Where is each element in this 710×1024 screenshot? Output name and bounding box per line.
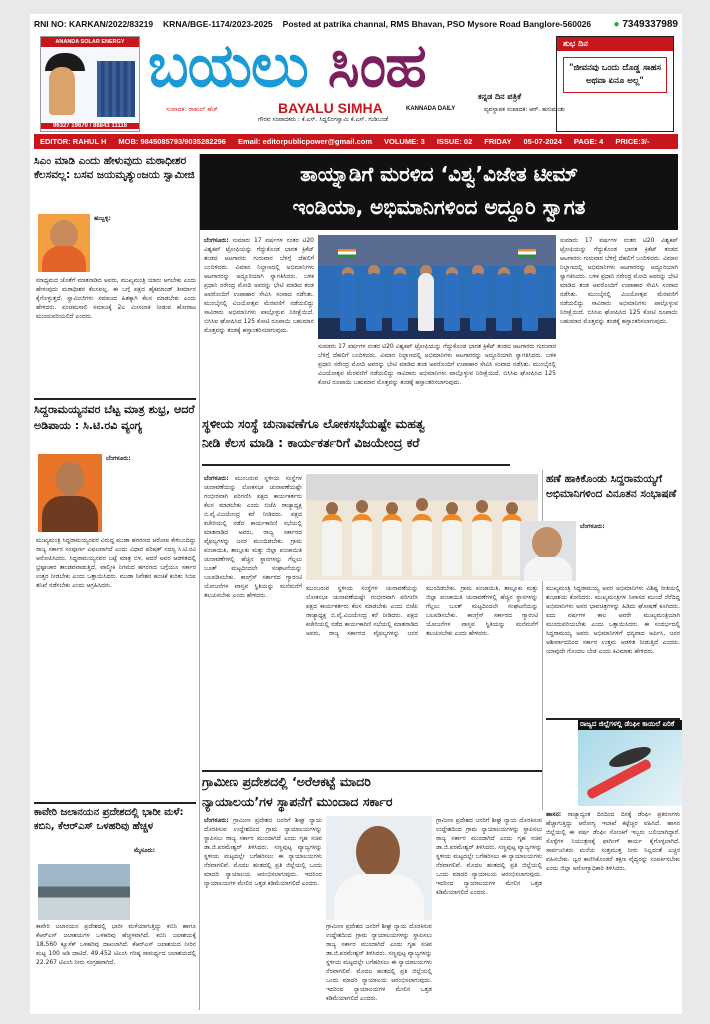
divider (34, 802, 196, 804)
bjp-meeting-photo (306, 474, 538, 580)
posted-at: Posted at patrika channal, RMS Bhavan, PSO Mysore Road Banglore-560026 (282, 19, 592, 29)
info-date: 05-07-2024 (523, 137, 562, 146)
person-graphic (49, 67, 75, 115)
column-divider (199, 154, 200, 1010)
solar-panel-graphic (97, 61, 135, 117)
article-bjp-title-wrap[interactable] (202, 414, 508, 472)
lead-headline[interactable] (200, 154, 678, 230)
info-page: PAGE: 4 (573, 137, 604, 146)
info-email[interactable]: Email: editorpublicpower@gmail.com (237, 137, 372, 146)
ad-phone: 96327 19670 / 88843 11116 (41, 123, 139, 129)
masthead-word-2: ಸಿಂಹ (327, 31, 426, 101)
article-dam-byline-wrap: ಮೈಸೂರು: (134, 847, 156, 854)
siddaramaiah-photo (520, 521, 576, 581)
swami-photo (38, 214, 90, 272)
article-swami-body-top: ಹುಬ್ಬಳ್ಳಿ: (94, 215, 111, 222)
whatsapp-phone: ● 7349337989 (613, 18, 678, 30)
info-day: FRIDAY (484, 137, 512, 146)
krna-number: KRNA/BGE-1174/2023-2025 (163, 19, 273, 29)
article-parm-title-wrap[interactable] (202, 772, 542, 814)
article-ct-body: ಮುಖ್ಯಮಂತ್ರಿ ಸಿದ್ದರಾಮಯ್ಯನವರ ವಿರುದ್ಧ ಮುಡಾ ಹಗರಣದ ಆರೋಪ ಕೇಳಿಬಂದಿದ್ದು ರಾಜ್ಯ ಸರ್ಕಾರ ಸಂಪೂರ್ಣ ವಿಫಲವಾಗಿದೆ ಎಂದು ವಿಧಾನ ಪರಿಷತ್ ಸದಸ್ಯ ಸಿ.ಟಿ.ರವಿ ಆರೋಪಿಸಿದರು. ಸಿದ್ದರಾಮಯ್ಯನವರ ಬಟ್ಟೆ ಮಾತ್ರ ಬಿಳಿ, ಆದರೆ ಅವರ ಆಡಳಿತದಲ್ಲಿ ಭ್ರಷ್ಟಾಚಾರ ತಾಂಡವವಾಡುತ್ತಿದೆ. ವಾಲ್ಮೀಕಿ ನಿಗಮದ ಹಗರಣದ ಬಗ್ಗೆಯೂ ಸರ್ಕಾರ ಉತ್ತರ ನೀಡಬೇಕು ಎಂದು ಒತ್ತಾಯಿಸಿದರು. ಮುಡಾ ನಿವೇಶನ ಹಂಚಿಕೆ ಕುರಿತು ಸಿಬಿಐ ತನಿಖೆ ನಡೆಸಬೇಕು ಎಂದು ಆಗ್ರಹಿಸಿದರು. (36, 537, 196, 589)
masthead-word-1: ಬಯಲು (148, 31, 308, 101)
article-dengue-title[interactable]: ರಾಜ್ಯದ ಜಿಲ್ಲೆಗಳಲ್ಲಿ ಡೆಂಘೀ ಕಾಯಿಲೆ ಏರಿಕೆ (580, 720, 675, 728)
dam-photo (38, 864, 130, 920)
team-india-photo (318, 235, 556, 339)
article-sid-title: ಹಣೆ ಹಾಕಿಕೊಂಡು ಸಿದ್ದರಾಮಯ್ಯಗೆ ಅಭಿಮಾನಿಗಳಿಂದ ವಿನೂತನ ಸಂಭಾಷಣೆ (546, 473, 677, 500)
registration-line (34, 16, 678, 32)
article-sid-body: ಮುಖ್ಯಮಂತ್ರಿ ಸಿದ್ದರಾಮಯ್ಯ ಅವರ ಅಭಿಮಾನಿಗಳು ವಿಶಿಷ್ಟ ರೀತಿಯಲ್ಲಿ ಶುಭಾಶಯ ಕೋರಿದರು. ಮುಖ್ಯಮಂತ್ರಿಗಳ ನಿವಾಸದ ಮುಂದೆ ನೆರೆದಿದ್ದ ಅಭಿಮಾನಿಗಳು ಅವರ ಭಾವಚಿತ್ರಗಳನ್ನು ಹಿಡಿದು ಘೋಷಣೆ ಕೂಗಿದರು. ಐದು ವರ್ಷಗಳ ಕಾಲ ಅವರೇ ಮುಖ್ಯಮಂತ್ರಿಯಾಗಿ ಮುಂದುವರಿಯಬೇಕು ಎಂದು ಒತ್ತಾಯಿಸಿದರು. ಈ ಸಂದರ್ಭದಲ್ಲಿ ಸಿದ್ದರಾಮಯ್ಯ ಅವರು ಅಭಿಮಾನಿಗಳಿಗೆ ಧನ್ಯವಾದ ಅರ್ಪಿಸಿ, ಜನರ ಆಶೀರ್ವಾದದಿಂದ ಸರ್ಕಾರ ಉತ್ತಮ ಆಡಳಿತ ನೀಡುತ್ತಿದೆ ಎಂದರು. ಯಾವುದೇ ಗೊಂದಲ ಬೇಡ ಎಂದು ಕಿವಿಮಾತು ಹೇಳಿದರು. (546, 585, 680, 655)
article-dam-body: ಕಾವೇರಿ ಜಲಾನಯನ ಪ್ರದೇಶದಲ್ಲಿ ಭಾರೀ ಮಳೆಯಾಗುತ್ತಿದ್ದು ಕಬಿನಿ ಹಾಗೂ ಕೆಆರ್‌ಎಸ್ ಜಲಾಶಯಗಳ ಒಳಹರಿವು ಹೆಚ್ಚಳವಾಗಿದೆ. ಕಬಿನಿ ಜಲಾಶಯಕ್ಕೆ 18,560 ಕ್ಯೂಸೆಕ್ ಒಳಹರಿವು ದಾಖಲಾಗಿದೆ. ಕೆಆರ್‌ಎಸ್ ಜಲಾಶಯದ ನೀರಿನ ಮಟ್ಟ 100 ಅಡಿ ದಾಟಿದೆ. 49.452 ಟಿಎಂಸಿ ಗರಿಷ್ಠ ಸಾಮರ್ಥ್ಯದ ಜಲಾಶಯದಲ್ಲಿ 22.267 ಟಿಎಂಸಿ ನೀರು ಸಂಗ್ರಹವಾಗಿದೆ. (36, 923, 196, 966)
lead-body-3: ಸುಮಾರು 17 ವರ್ಷಗಳ ನಂತರ ಟಿ20 ವಿಶ್ವಕಪ್ ಟ್ರೋಫಿಯನ್ನು ಗೆದ್ದುಕೊಂಡ ಭಾರತ ಕ್ರಿಕೆಟ್ ತಂಡದ ಆಟಗಾರರು ಗುರುವಾರ ಬೆಳಿಗ್ಗೆ ದೆಹಲಿಗೆ ಬಂದಿಳಿದರು. ವಿಮಾನ ನಿಲ್ದಾಣದಲ್ಲಿ ಅಭಿಮಾನಿಗಳು ಆಟಗಾರರನ್ನು ಅದ್ದೂರಿಯಾಗಿ ಸ್ವಾಗತಿಸಿದರು. ಬಳಿಕ ಪ್ರಧಾನಿ ನರೇಂದ್ರ ಮೋದಿ ಅವರನ್ನು ಭೇಟಿ ಮಾಡಿದ ತಂಡ ಅವರೊಂದಿಗೆ ಉಪಾಹಾರ ಸೇವಿಸಿ ಸಂವಾದ ನಡೆಸಿತು. ಮುಂಬೈನಲ್ಲಿ ವಿಜಯೋತ್ಸವ ಮೆರವಣಿಗೆ ನಡೆಯಲಿದ್ದು ಸಾವಿರಾರು ಅಭಿಮಾನಿಗಳು ಪಾಲ್ಗೊಳ್ಳುವ ನಿರೀಕ್ಷೆಯಿದೆ. ಬಿಸಿಸಿಐ ಘೋಷಿಸಿದ 125 ಕೋಟಿ ರೂಪಾಯಿ ಬಹುಮಾನ ಮೊತ್ತವನ್ನು ತಂಡಕ್ಕೆ ಹಸ್ತಾಂತರಿಸಲಾಗುವುದು. (560, 237, 678, 325)
rni-number: RNI NO: KARKAN/2022/83219 (34, 19, 154, 29)
quote-text: "ಜೀವನವು ಒಂದು ದೊಡ್ಡ ಸಾಹಸ ಅಥವಾ ಏನೂ ಅಲ್ಲ" (563, 57, 667, 93)
article-parm-line2: ನ್ಯಾಯಾಲಯ’ಗಳ ಸ್ಥಾಪನೆಗೆ ಮುಂದಾದ ಸರ್ಕಾರ (202, 794, 393, 809)
lead-body: ಬೆಂಗಳೂರು: ಸುಮಾರು 17 ವರ್ಷಗಳ ನಂತರ ಟಿ20 ವಿಶ್ವಕಪ್ ಟ್ರೋಫಿಯನ್ನು ಗೆದ್ದುಕೊಂಡ ಭಾರತ ಕ್ರಿಕೆಟ್ ತಂಡದ ಆಟಗಾರರು ಗುರುವಾರ ಬೆಳಿಗ್ಗೆ ದೆಹಲಿಗೆ ಬಂದಿಳಿದರು. ವಿಮಾನ ನಿಲ್ದಾಣದಲ್ಲಿ ಅಭಿಮಾನಿಗಳು ಆಟಗಾರರನ್ನು ಅದ್ದೂರಿಯಾಗಿ ಸ್ವಾಗತಿಸಿದರು. ಬಳಿಕ ಪ್ರಧಾನಿ ನರೇಂದ್ರ ಮೋದಿ ಅವರನ್ನು ಭೇಟಿ ಮಾಡಿದ ತಂಡ ಅವರೊಂದಿಗೆ ಉಪಾಹಾರ ಸೇವಿಸಿ ಸಂವಾದ ನಡೆಸಿತು. ಮುಂಬೈನಲ್ಲಿ ವಿಜಯೋತ್ಸವ ಮೆರವಣಿಗೆ ನಡೆಯಲಿದ್ದು ಸಾವಿರಾರು ಅಭಿಮಾನಿಗಳು ಪಾಲ್ಗೊಳ್ಳುವ ನಿರೀಕ್ಷೆಯಿದೆ. ಬಿಸಿಸಿಐ ಘೋಷಿಸಿದ 125 ಕೋಟಿ ರೂಪಾಯಿ ಬಹುಮಾನ ಮೊತ್ತವನ್ನು ತಂಡಕ್ಕೆ ಹಸ್ತಾಂತರಿಸಲಾಗುವುದು. (204, 237, 314, 334)
masthead (148, 31, 565, 123)
info-volume: VOLUME: 3 (384, 137, 425, 146)
article-bjp-body: ಬೆಂಗಳೂರು: ಮುಂಬರುವ ಸ್ಥಳೀಯ ಸಂಸ್ಥೆಗಳ ಚುನಾವಣೆಯನ್ನು ಲೋಕಸಭಾ ಚುನಾವಣೆಯಷ್ಟೇ ಗಂಭೀರವಾಗಿ ಪರಿಗಣಿಸಿ ಪಕ್ಷದ ಕಾರ್ಯಕರ್ತರು ಕೆಲಸ ಮಾಡಬೇಕು ಎಂದು ಬಿಜೆಪಿ ರಾಜ್ಯಾಧ್ಯಕ್ಷ ಬಿ.ವೈ.ವಿಜಯೇಂದ್ರ ಕರೆ ನೀಡಿದರು. ಪಕ್ಷದ ಕಚೇರಿಯಲ್ಲಿ ನಡೆದ ಕಾರ್ಯಕಾರಿಣಿ ಸಭೆಯಲ್ಲಿ ಮಾತನಾಡಿದ ಅವರು, ರಾಜ್ಯ ಸರ್ಕಾರದ ವೈಫಲ್ಯಗಳನ್ನು ಜನರ ಮುಂದಿಡಬೇಕು. ಗ್ರಾಮ ಪಂಚಾಯಿತಿ, ತಾಲ್ಲೂಕು ಮತ್ತು ಜಿಲ್ಲಾ ಪಂಚಾಯಿತಿ ಚುನಾವಣೆಗಳಲ್ಲಿ ಹೆಚ್ಚಿನ ಸ್ಥಾನಗಳನ್ನು ಗೆಲ್ಲಲು ಬೂತ್ ಮಟ್ಟದಿಂದಲೇ ಸಂಘಟನೆಯನ್ನು ಬಲಪಡಿಸಬೇಕು. ಕಾಂಗ್ರೆಸ್ ಸರ್ಕಾರದ ಗ್ಯಾರಂಟಿ ಯೋಜನೆಗಳ ವಾಸ್ತವ ಸ್ಥಿತಿಯನ್ನು ಮನೆಮನೆಗೆ ತಲುಪಿಸಬೇಕು ಎಂದು ಹೇಳಿದರು. (204, 475, 302, 599)
lead-body-2: ಸುಮಾರು 17 ವರ್ಷಗಳ ನಂತರ ಟಿ20 ವಿಶ್ವಕಪ್ ಟ್ರೋಫಿಯನ್ನು ಗೆದ್ದುಕೊಂಡ ಭಾರತ ಕ್ರಿಕೆಟ್ ತಂಡದ ಆಟಗಾರರು ಗುರುವಾರ ಬೆಳಿಗ್ಗೆ ದೆಹಲಿಗೆ ಬಂದಿಳಿದರು. ವಿಮಾನ ನಿಲ್ದಾಣದಲ್ಲಿ ಅಭಿಮಾನಿಗಳು ಆಟಗಾರರನ್ನು ಅದ್ದೂರಿಯಾಗಿ ಸ್ವಾಗತಿಸಿದರು. ಬಳಿಕ ಪ್ರಧಾನಿ ನರೇಂದ್ರ ಮೋದಿ ಅವರನ್ನು ಭೇಟಿ ಮಾಡಿದ ತಂಡ ಅವರೊಂದಿಗೆ ಉಪಾಹಾರ ಸೇವಿಸಿ ಸಂವಾದ ನಡೆಸಿತು. ಮುಂಬೈನಲ್ಲಿ ವಿಜಯೋತ್ಸವ ಮೆರವಣಿಗೆ ನಡೆಯಲಿದ್ದು ಸಾವಿರಾರು ಅಭಿಮಾನಿಗಳು ಪಾಲ್ಗೊಳ್ಳುವ ನಿರೀಕ್ಷೆಯಿದೆ. ಬಿಸಿಸಿಐ ಘೋಷಿಸಿದ 125 ಕೋಟಿ ರೂಪಾಯಿ ಬಹುಮಾನ ಮೊತ್ತವನ್ನು ತಂಡಕ್ಕೆ ಹಸ್ತಾಂತರಿಸಲಾಗುವುದು. (318, 343, 556, 386)
article-sid-title-wrap[interactable] (546, 472, 680, 520)
article-dam-title-wrap[interactable] (34, 806, 196, 846)
article-parm-line1: ಗ್ರಾಮೀಣ ಪ್ರದೇಶದಲ್ಲಿ ‘ಅರೆಆಕಟ್ಟೆ ಮಾದರಿ (202, 774, 371, 789)
masthead-english: BAYALU SIMHA (278, 100, 383, 116)
masthead-daily: KANNADA DAILY (406, 106, 456, 112)
article-sid-byline-wrap: ಬೆಂಗಳೂರು: (580, 523, 605, 530)
article-ct-byline-wrap: ಬೆಂಗಳೂರು: (106, 455, 131, 462)
info-price: PRICE:3/- (615, 137, 650, 146)
article-dengue-body: ಹಾಸನ: ರಾಜ್ಯಾದ್ಯಂತ ದಿನದಿಂದ ದಿನಕ್ಕೆ ಡೆಂಘೀ ಪ್ರಕರಣಗಳು ಹೆಚ್ಚಾಗುತ್ತಿದ್ದು ಆರೋಗ್ಯ ಇಲಾಖೆ ಕಟ್ಟೆಚ್ಚರ ವಹಿಸಿದೆ. ಹಾಸನ ಜಿಲ್ಲೆಯಲ್ಲಿ ಈ ವರ್ಷ ಡೆಂಘೀ ಸೋಂಕಿಗೆ ಇಬ್ಬರು ಬಲಿಯಾಗಿದ್ದಾರೆ. ಸೊಳ್ಳೆಗಳ ನಿಯಂತ್ರಣಕ್ಕೆ ಫಾಗಿಂಗ್ ಕಾರ್ಯ ಕೈಗೊಳ್ಳಲಾಗಿದೆ. ಸಾರ್ವಜನಿಕರು ಮನೆಯ ಸುತ್ತಮುತ್ತ ನೀರು ನಿಲ್ಲದಂತೆ ಎಚ್ಚರ ವಹಿಸಬೇಕು. ಜ್ವರ ಕಾಣಿಸಿಕೊಂಡರೆ ತಕ್ಷಣ ವೈದ್ಯರನ್ನು ಸಂಪರ್ಕಿಸಬೇಕು ಎಂದು ಜಿಲ್ಲಾ ಆರೋಗ್ಯಾಧಿಕಾರಿ ತಿಳಿಸಿದರು. (546, 811, 680, 872)
quote-heading: ಶುಭ ದಿನ (557, 37, 673, 51)
article-ct-title: ಸಿದ್ದರಾಮಯ್ಯನವರ ಬೆಟ್ಟ ಮಾತ್ರ ಶುಭ್ರ, ಆದರೆ ಅಡಿಪಾಯ : ಸಿ.ಟಿ.ರವಿ ವ್ಯಂಗ್ಯ (34, 403, 195, 432)
quote-box (556, 36, 674, 132)
masthead-tagline: ಕನ್ನಡ ದಿನ ಪತ್ರಿಕೆ (478, 92, 522, 101)
article-ct-title-wrap[interactable] (34, 402, 196, 446)
masthead-title (148, 32, 548, 100)
ad-company-name: ANANDA SOLAR ENERGY (41, 37, 139, 47)
article-dam-title: ಕಾವೇರಿ ಜಲಾನಯನ ಪ್ರದೇಶದಲ್ಲಿ ಭಾರೀ ಮಳೆ: ಕಬಿನಿ, ಕೆಆರ್‌ಎಸ್ ಒಳಹರಿವು ಹೆಚ್ಚಳ (34, 807, 184, 832)
info-mobile: MOB: 9845085793/9035282296 (118, 137, 226, 146)
dengue-photo (578, 730, 682, 806)
lead-headline-line1: ತಾಯ್ನಾಡಿಗೆ ಮರಳಿದ ‘ವಿಶ್ವ’ವಿಜೇತ ಟೀಮ್ (300, 162, 578, 186)
solar-advertisement[interactable] (40, 36, 140, 132)
lead-headline-line2: ಇಂಡಿಯಾ, ಅಭಿಮಾನಿಗಳಿಂದ ಅದ್ದೂರಿ ಸ್ವಾಗತ (292, 195, 586, 219)
info-editor: EDITOR: RAHUL H (40, 137, 107, 146)
parameshwar-photo (326, 816, 432, 920)
newspaper-page (30, 14, 682, 1014)
article-parm-body: ಬೆಂಗಳೂರು: ಗ್ರಾಮೀಣ ಪ್ರದೇಶದ ಜನರಿಗೆ ಶೀಘ್ರ ನ್ಯಾಯ ದೊರಕಿಸುವ ಉದ್ದೇಶದಿಂದ ಗ್ರಾಮ ನ್ಯಾಯಾಲಯಗಳನ್ನು ಸ್ಥಾಪಿಸಲು ರಾಜ್ಯ ಸರ್ಕಾರ ಮುಂದಾಗಿದೆ ಎಂದು ಗೃಹ ಸಚಿವ ಡಾ.ಜಿ.ಪರಮೇಶ್ವರ್ ತಿಳಿಸಿದರು. ಸಣ್ಣಪುಟ್ಟ ವ್ಯಾಜ್ಯಗಳನ್ನು ಸ್ಥಳೀಯ ಮಟ್ಟದಲ್ಲೇ ಬಗೆಹರಿಸಲು ಈ ನ್ಯಾಯಾಲಯಗಳು ನೆರವಾಗಲಿವೆ. ಮೊದಲ ಹಂತದಲ್ಲಿ ಪ್ರತಿ ಜಿಲ್ಲೆಯಲ್ಲಿ ಒಂದು ಮಾದರಿ ನ್ಯಾಯಾಲಯ ಆರಂಭಿಸಲಾಗುವುದು. ಇದರಿಂದ ನ್ಯಾಯಾಲಯಗಳ ಮೇಲಿನ ಒತ್ತಡ ಕಡಿಮೆಯಾಗಲಿದೆ ಎಂದರು. (204, 817, 322, 887)
divider (34, 398, 196, 400)
article-bjp-line2: ನೀಡಿ ಕೆಲಸ ಮಾಡಿ : ಕಾರ್ಯಕರ್ತರಿಗೆ ವಿಜಯೇಂದ್ರ ಕರೆ (202, 435, 420, 450)
article-parm-body-2: ಗ್ರಾಮೀಣ ಪ್ರದೇಶದ ಜನರಿಗೆ ಶೀಘ್ರ ನ್ಯಾಯ ದೊರಕಿಸುವ ಉದ್ದೇಶದಿಂದ ಗ್ರಾಮ ನ್ಯಾಯಾಲಯಗಳನ್ನು ಸ್ಥಾಪಿಸಲು ರಾಜ್ಯ ಸರ್ಕಾರ ಮುಂದಾಗಿದೆ ಎಂದು ಗೃಹ ಸಚಿವ ಡಾ.ಜಿ.ಪರಮೇಶ್ವರ್ ತಿಳಿಸಿದರು. ಸಣ್ಣಪುಟ್ಟ ವ್ಯಾಜ್ಯಗಳನ್ನು ಸ್ಥಳೀಯ ಮಟ್ಟದಲ್ಲೇ ಬಗೆಹರಿಸಲು ಈ ನ್ಯಾಯಾಲಯಗಳು ನೆರವಾಗಲಿವೆ. ಮೊದಲ ಹಂತದಲ್ಲಿ ಪ್ರತಿ ಜಿಲ್ಲೆಯಲ್ಲಿ ಒಂದು ಮಾದರಿ ನ್ಯಾಯಾಲಯ ಆರಂಭಿಸಲಾಗುವುದು. ಇದರಿಂದ ನ್ಯಾಯಾಲಯಗಳ ಮೇಲಿನ ಒತ್ತಡ ಕಡಿಮೆಯಾಗಲಿದೆ ಎಂದರು. (326, 923, 432, 1002)
article-swami-title: ಸಿಎಂ ಮಾಡಿ ಎಂದು ಹೇಳುವುದು ಮಠಾಧೀಶರ ಕೆಲಸವಲ್ಲ: ಬಸವ ಜಯಮೃತ್ಯುಂಜಯ ಸ್ವಾಮೀಜಿ (34, 155, 195, 181)
ct-ravi-photo (38, 454, 102, 532)
masthead-honorary: ಗೌರವ ಸಂಪಾದಕರು : ಕೆ.ಎಸ್. ಸಿದ್ದಲಿಂಗಸ್ವಾಮಿ ಕೆ.ಎಸ್. ಗುಡಿಬಂಡೆ (258, 116, 389, 123)
article-bjp-line1: ಸ್ಥಳೀಯ ಸಂಸ್ಥೆ ಚುನಾವಣೆಗೂ ಲೋಕಸಭೆಯಷ್ಟೇ ಮಹತ್ವ (202, 416, 425, 431)
article-bjp-body-2: ಮುಂಬರುವ ಸ್ಥಳೀಯ ಸಂಸ್ಥೆಗಳ ಚುನಾವಣೆಯನ್ನು ಲೋಕಸಭಾ ಚುನಾವಣೆಯಷ್ಟೇ ಗಂಭೀರವಾಗಿ ಪರಿಗಣಿಸಿ ಪಕ್ಷದ ಕಾರ್ಯಕರ್ತರು ಕೆಲಸ ಮಾಡಬೇಕು ಎಂದು ಬಿಜೆಪಿ ರಾಜ್ಯಾಧ್ಯಕ್ಷ ಬಿ.ವೈ.ವಿಜಯೇಂದ್ರ ಕರೆ ನೀಡಿದರು. ಪಕ್ಷದ ಕಚೇರಿಯಲ್ಲಿ ನಡೆದ ಕಾರ್ಯಕಾರಿಣಿ ಸಭೆಯಲ್ಲಿ ಮಾತನಾಡಿದ ಅವರು, ರಾಜ್ಯ ಸರ್ಕಾರದ ವೈಫಲ್ಯಗಳನ್ನು ಜನರ ಮುಂದಿಡಬೇಕು. ಗ್ರಾಮ ಪಂಚಾಯಿತಿ, ತಾಲ್ಲೂಕು ಮತ್ತು ಜಿಲ್ಲಾ ಪಂಚಾಯಿತಿ ಚುನಾವಣೆಗಳಲ್ಲಿ ಹೆಚ್ಚಿನ ಸ್ಥಾನಗಳನ್ನು ಗೆಲ್ಲಲು ಬೂತ್ ಮಟ್ಟದಿಂದಲೇ ಸಂಘಟನೆಯನ್ನು ಬಲಪಡಿಸಬೇಕು. ಕಾಂಗ್ರೆಸ್ ಸರ್ಕಾರದ ಗ್ಯಾರಂಟಿ ಯೋಜನೆಗಳ ವಾಸ್ತವ ಸ್ಥಿತಿಯನ್ನು ಮನೆಮನೆಗೆ ತಲುಪಿಸಬೇಕು ಎಂದು ಹೇಳಿದರು. (306, 585, 538, 637)
info-issue: ISSUE: 02 (436, 137, 473, 146)
article-parm-body-3: ಗ್ರಾಮೀಣ ಪ್ರದೇಶದ ಜನರಿಗೆ ಶೀಘ್ರ ನ್ಯಾಯ ದೊರಕಿಸುವ ಉದ್ದೇಶದಿಂದ ಗ್ರಾಮ ನ್ಯಾಯಾಲಯಗಳನ್ನು ಸ್ಥಾಪಿಸಲು ರಾಜ್ಯ ಸರ್ಕಾರ ಮುಂದಾಗಿದೆ ಎಂದು ಗೃಹ ಸಚಿವ ಡಾ.ಜಿ.ಪರಮೇಶ್ವರ್ ತಿಳಿಸಿದರು. ಸಣ್ಣಪುಟ್ಟ ವ್ಯಾಜ್ಯಗಳನ್ನು ಸ್ಥಳೀಯ ಮಟ್ಟದಲ್ಲೇ ಬಗೆಹರಿಸಲು ಈ ನ್ಯಾಯಾಲಯಗಳು ನೆರವಾಗಲಿವೆ. ಮೊದಲ ಹಂತದಲ್ಲಿ ಪ್ರತಿ ಜಿಲ್ಲೆಯಲ್ಲಿ ಒಂದು ಮಾದರಿ ನ್ಯಾಯಾಲಯ ಆರಂಭಿಸಲಾಗುವುದು. ಇದರಿಂದ ನ್ಯಾಯಾಲಯಗಳ ಮೇಲಿನ ಒತ್ತಡ ಕಡಿಮೆಯಾಗಲಿದೆ ಎಂದರು. (436, 817, 542, 896)
whatsapp-icon: ● (613, 18, 620, 30)
info-bar (34, 134, 678, 149)
article-swami-body: ಮಾಧ್ಯಮದ ಜೊತೆಗೆ ಮಾತನಾಡಿದ ಅವರು, ಮುಖ್ಯಮಂತ್ರಿ ಯಾರು ಆಗಬೇಕು ಎಂದು ಹೇಳುವುದು ಮಠಾಧೀಶರ ಕೆಲಸವಲ್ಲ. ಈ ಬಗ್ಗೆ ಪಕ್ಷದ ಹೈಕಮಾಂಡ್ ತೀರ್ಮಾನ ಕೈಗೊಳ್ಳುತ್ತದೆ. ಸ್ವಾಮೀಜಿಗಳು ಸಮಾಜದ ಹಿತಕ್ಕಾಗಿ ಕೆಲಸ ಮಾಡಬೇಕು ಎಂದು ಹೇಳಿದರು. ಪಂಚಮಸಾಲಿ ಸಮಾಜಕ್ಕೆ 2ಎ ಮೀಸಲಾತಿ ನೀಡುವ ಹೋರಾಟ ಮುಂದುವರಿಯಲಿದೆ ಎಂದರು. (36, 277, 196, 320)
masthead-editor: ಸಂಪಾದಕ: ರಾಹುಲ್ ಹೆಚ್ (166, 106, 218, 113)
masthead-coeditor: ವ್ಯವಸ್ಥಾಪಕ ಸಂಪಾದಕ: ಆರ್. ಹನುಮಂತು (484, 106, 565, 113)
